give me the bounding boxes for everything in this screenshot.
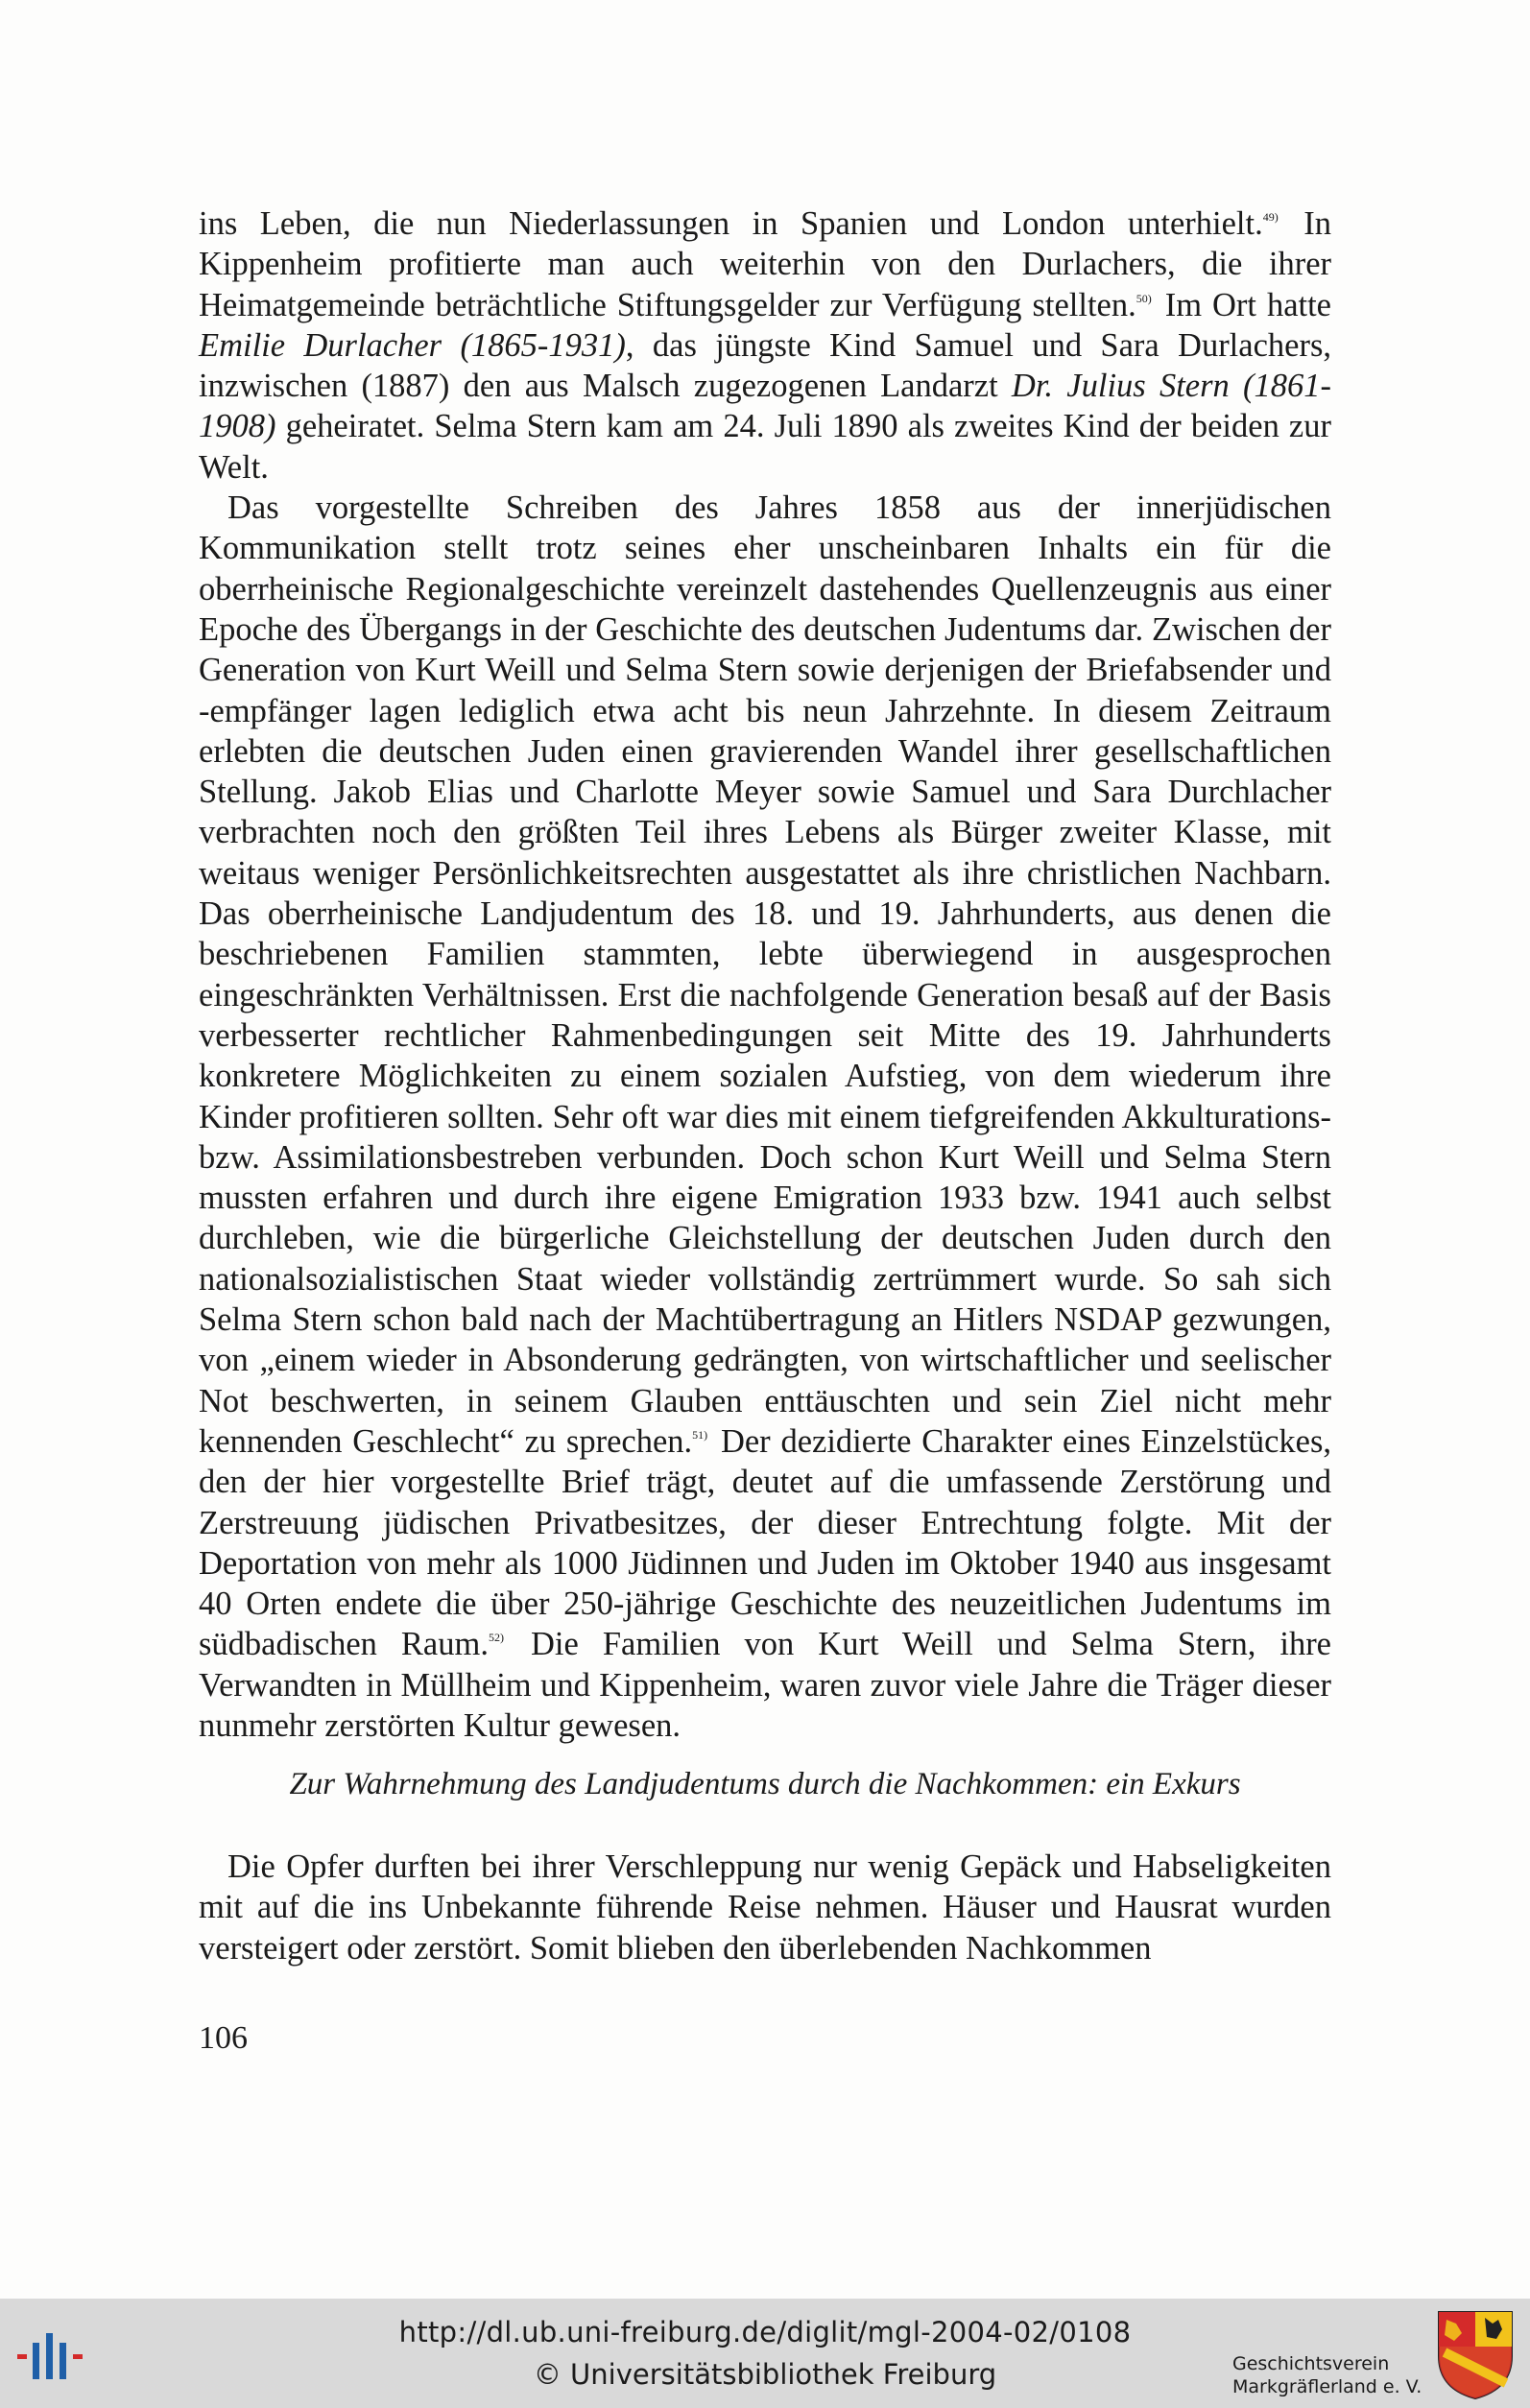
italic-name: Emilie Durlacher (1865-1931) bbox=[199, 326, 626, 364]
paragraph-1: ins Leben, die nun Niederlassungen in Spanien und London unterhielt.$^{49)}$ In Kippenheim profitierte man auch weiterhin von den Durlachers, die ihrer Heimatgemeinde beträchtliche Stiftungsgelder zur Verfügung stellten.$^{50)}$ Im Ort hatte Emilie Durlacher (1865-1931), das jüngste Kind Samuel und Sara Durlachers, inzwischen (1887) den aus Malsch zugezogenen Landarzt Dr. Julius Stern (1861-1908) geheiratet. Selma Stern kam am 24. Juli 1890 als zweites Kind der beiden zur Welt. bbox=[199, 205, 1331, 486]
society-line-1: Geschichtsverein bbox=[1232, 2353, 1390, 2374]
footnote-ref: 52) bbox=[488, 1631, 504, 1645]
footnote-ref: 50) bbox=[1136, 291, 1152, 305]
footer-bar bbox=[0, 2299, 1530, 2408]
paragraph-2: Das vorgestellte Schreiben des Jahres 1858 aus der innerjüdischen Kommunikation stellt trotz seines eher unscheinbaren Inhalts ein für die oberrheinische Regionalgeschichte vereinzelt dastehendes Quellenzeugnis aus einer Epoche des Übergangs in der Geschichte des deutschen Judentums dar. Zwischen der Generation von Kurt Weill und Selma Stern sowie derjenigen der Briefabsender und -empfänger lagen lediglich etwa acht bis neun Jahrzehnte. In diesem Zeitraum erlebten die deutschen Juden einen gravierenden Wandel ihrer gesellschaftlichen Stellung. Jakob Elias und Charlotte Meyer sowie Samuel und Sara Durchlacher verbrachten noch den größten Teil ihres Lebens als Bürger zweiter Klasse, mit weitaus weniger Persönlichkeitsrechten ausgestattet als ihre christlichen Nachbarn. Das oberrheinische Landjudentum des 18. und 19. Jahrhunderts, aus denen die beschriebenen Familien stammten, lebte überwiegend in ausgesprochen eingeschränkten Verhältnissen. Erst die nachfolgende Generation besaß auf der Basis verbesserter rechtlicher Rahmenbedingungen seit Mitte des 19. Jahrhunderts konkretere Möglichkeiten zu einem sozialen Aufstieg, von dem wiederum ihre Kinder profitieren sollten. Sehr oft war dies mit einem tiefgreifenden Akkulturations- bzw. Assimilationsbestreben verbunden. Doch schon Kurt Weill und Selma Stern mussten erfahren und durch ihre eigene Emigration 1933 bzw. 1941 auch selbst durchleben, wie die bürgerliche Gleichstellung der deutschen Juden durch den nationalsozialistischen Staat wieder vollständig zertrümmert wurde. So sah sich Selma Stern schon bald nach der Machtübertragung an Hitlers NSDAP gezwungen, von „einem wieder in Absonderung gedrängten, von wirtschaftlicher und seelischer Not beschwerten, in seinem Glauben enttäuschten und sein Ziel nicht mehr kennenden Geschlecht“ zu sprechen.$^{51)}$ Der dezidierte Charakter eines Einzelstückes, den der hier vorgestellte Brief trägt, deutet auf die umfassende Zerstörung und Zerstreuung jüdischen Privatbesitzes, der dieser Entrechtung folgte. Mit der Deportation von mehr als 1000 Jüdinnen und Juden im Oktober 1940 aus insgesamt 40 Orten endete die über 250-jährige Geschichte des neuzeitlichen Judentums im südbadischen Raum.$^{52)}$ Die Familien von Kurt Weill und Selma Stern, ihre Verwandten in Müllheim und Kippenheim, waren zuvor viele Jahre die Träger dieser nunmehr zerstörten Kultur gewesen. bbox=[199, 489, 1331, 1744]
footnote-ref: 49) bbox=[1262, 210, 1279, 224]
body-text bbox=[199, 203, 1331, 1746]
italic-name: Dr. Julius Stern (1861-1908) bbox=[199, 368, 1331, 445]
section-heading: Zur Wahrnehmung des Landjudentums durch die Nachkommen: ein Exkurs bbox=[289, 1767, 1241, 1801]
coat-of-arms-icon bbox=[1435, 2308, 1516, 2400]
page-number: 106 bbox=[199, 2020, 248, 2056]
footer-url-link[interactable]: http://dl.ub.uni-freiburg.de/diglit/mgl-2004-02/0108 bbox=[398, 2316, 1132, 2348]
society-line-2: Markgräflerland e. V. bbox=[1232, 2376, 1422, 2397]
paragraph-3: Die Opfer durften bei ihrer Verschleppung nur wenig Gepäck und Habseligkeiten mit auf die ins Unbekannte führende Reise nehmen. Häuser und Hausrat wurden versteigert oder zerstört. Somit blieben den überlebenden Nachkommen bbox=[199, 1848, 1331, 1967]
society-name bbox=[1232, 2352, 1424, 2398]
footer-copyright: © Universitätsbibliothek Freiburg bbox=[533, 2358, 997, 2391]
footnote-ref: 51) bbox=[692, 1427, 708, 1442]
